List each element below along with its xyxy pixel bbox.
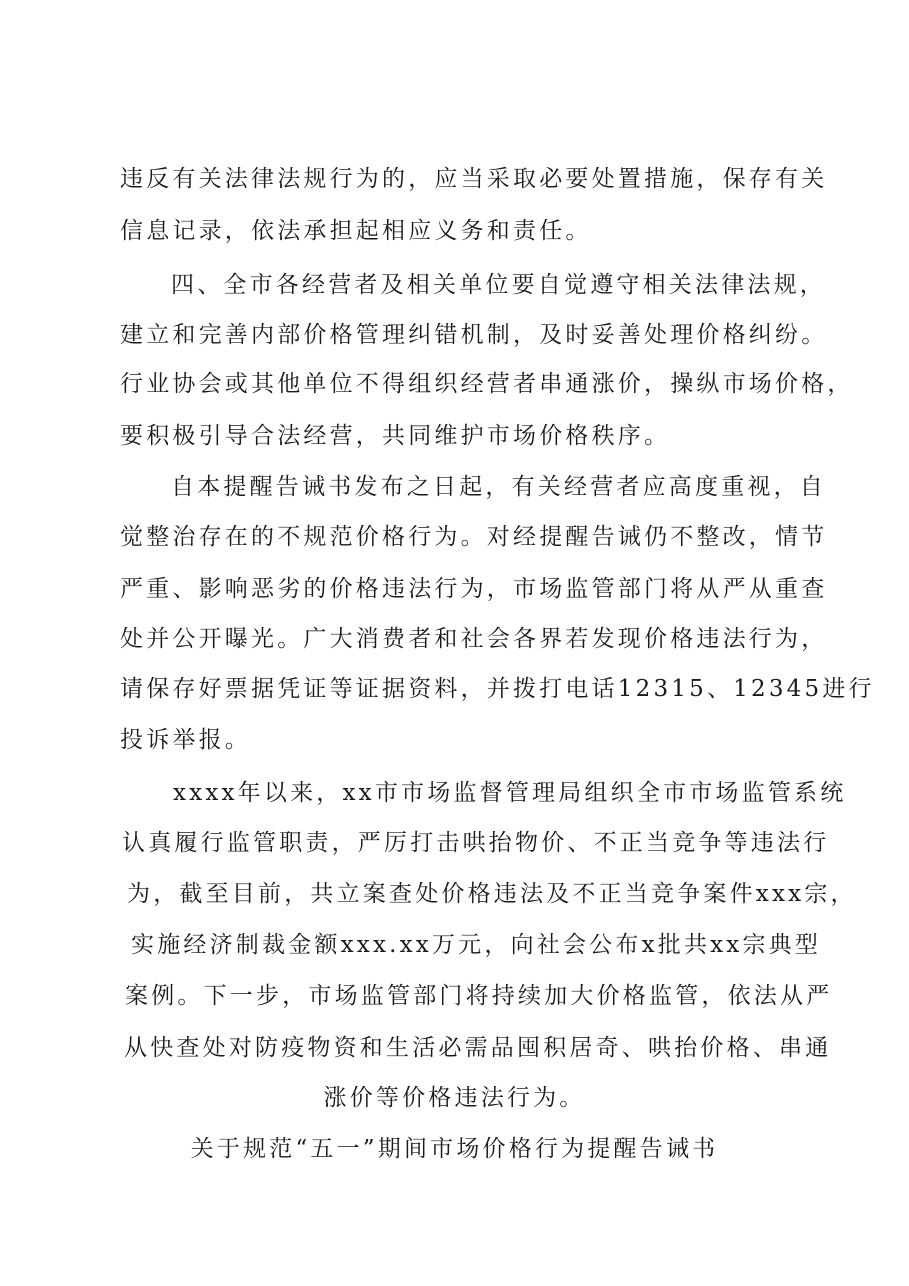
document-title: 关于规范“五一”期间市场价格行为提醒告诫书 xyxy=(190,1136,719,1162)
body-line-16: 实施经济制裁金额xxx.xx万元，向社会公布x批共xx宗典型 xyxy=(131,932,822,958)
body-line-7: 自本提醒告诫书发布之日起，有关经营者应高度重视，自 xyxy=(171,474,826,500)
body-line-2: 信息记录，依法承担起相应义务和责任。 xyxy=(120,218,592,244)
body-line-1: 违反有关法律法规行为的，应当采取必要处置措施，保存有关 xyxy=(120,166,828,192)
body-line-4: 建立和完善内部价格管理纠错机制，及时妥善处理价格纠纷。 xyxy=(120,322,828,348)
body-line-12: 投诉举报。 xyxy=(120,727,251,753)
body-line-17: 案例。下一步，市场监管部门将持续加大价格监管，依法从严 xyxy=(125,983,833,1009)
body-line-3: 四、全市各经营者及相关单位要自觉遵守相关法律法规， xyxy=(171,272,826,298)
body-line-11: 请保存好票据凭证等证据资料，并拨打电话12315、12345进行 xyxy=(120,676,875,702)
body-line-15: 为，截至目前，共立案查处价格违法及不正当竞争案件xxx宗， xyxy=(127,881,857,907)
body-line-18: 从快查处对防疫物资和生活必需品囤积居奇、哄抬价格、串通 xyxy=(124,1035,832,1061)
body-line-10: 处并公开曝光。广大消费者和社会各界若发现价格违法行为， xyxy=(120,626,828,652)
body-line-19: 涨价等价格违法行为。 xyxy=(323,1085,586,1111)
body-line-6: 要积极引导合法经营，共同维护市场价格秩序。 xyxy=(120,423,671,449)
body-line-9: 严重、影响恶劣的价格违法行为，市场监管部门将从严从重查 xyxy=(120,576,828,602)
body-line-13: xxxx年以来，xx市市场监督管理局组织全市市场监管系统 xyxy=(173,780,847,806)
body-line-8: 觉整治存在的不规范价格行为。对经提醒告诫仍不整改，情节 xyxy=(120,524,828,550)
body-line-14: 认真履行监管职责，严厉打击哄抬物价、不正当竞争等违法行 xyxy=(122,830,830,856)
body-line-5: 行业协会或其他单位不得组织经营者串通涨价，操纵市场价格， xyxy=(120,371,854,397)
